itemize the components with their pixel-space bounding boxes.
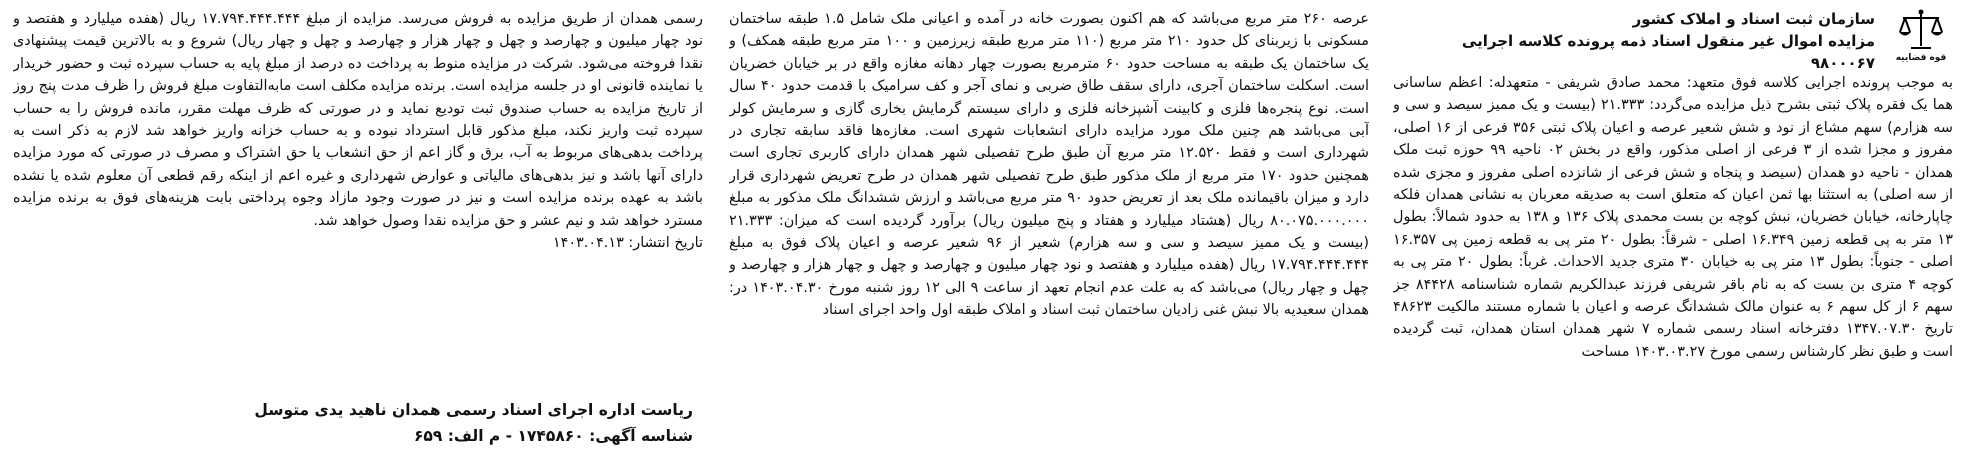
publication-date: تاریخ انتشار: ۱۴۰۳.۰۴.۱۳: [552, 235, 703, 252]
signatory-line: ریاست اداره اجرای اسناد رسمی همدان ناهید یدی متوسل: [254, 401, 693, 419]
emblem-caption: قوه قضاییه: [1895, 53, 1947, 63]
notice-paragraph-3: رسمی همدان از طریق مزایده به فروش می‌رسد. مزایده از مبلغ ۱۷.۷۹۴.۴۴۴.۴۴۴ ریال (هفده میلیارد و هفتصد و نود چهار میلیون و چهارصد و چهل و چهار هزار و چهارصد و چهل و چهار ریال) شروع و به بالاترین قیمت پیشنهادی نقدا فروخته می‌شود. شرکت در مزایده منوط به پرداخت ده درصد از مبلغ پایه به حساب سپرده ثبت و حضور خریدار یا نماینده قانونی او در جلسه مزایده است. برنده مزایده مکلف است مابه‌التفاوت مبلغ فروش را ظرف مدت پنج روز از تاریخ مزایده به حساب صندوق ثبت تودیع نماید و در صورتی که ظرف مهلت مقرر، مانده فروش را به حساب سپرده ثبت واریز نکند، مبلغ مذکور قابل استرداد نبوده و به حساب خزانه واریز خواهد شد لازم به ذکر است به پرداخت بدهی‌های مربوط به آب، برق و گاز اعم از حق انشعاب یا حق اشتراک و مصرف در صورتی که مورد مزایده دارای آنها باشد و نیز بدهی‌های مالیاتی و عوارض شهرداری و غیره اعم از اینکه رقم قطعی آن معلوم شده یا نشده باشد به عهده برنده مزایده است و نیز در صورت وجود مازاد وجوه پرداختی بابت هزینه‌های فوق به برنده مزایده مسترد خواهد شد و نیم عشر و حق مزایده نقدا وصول خواهد شد.: [13, 11, 703, 229]
notice-paragraph-2: عرصه ۲۶۰ متر مربع می‌باشد که هم اکنون بصورت خانه در آمده و اعیانی ملک شامل ۱.۵ طبقه ساختمان مسکونی با زیربنای کل حدود ۲۱۰ متر مربع (۱۱۰ متر مربع طبقه زیرزمین و ۱۰۰ متر مربع طبقه همکف) و یک ساختمان یک طبقه به مساحت حدود ۶۰ مترمربع بصورت چهار دهانه مغازه واقع در بر خیابان خضریان است. اسکلت ساختمان آجری، دارای سقف طاق ضربی و نمای آجر و کف سرامیک با قدمت حدود ۴۰ سال است. نوع پنجره‌ها فلزی و کابینت آشپزخانه فلزی و دارای سیستم گرمایش بخاری گازی و سرمایش کولر آبی می‌باشد هم چنین ملک مورد مزایده دارای انشعابات شهری است. مغازه‌ها فاقد سابقه تجاری در شهرداری است و فقط ۱۲.۵۲۰ متر مربع آن طبق طرح تفصیلی شهر همدان دارای کاربری تجاری است همچنین حدود ۱۷۰ متر مربع از ملک مذکور طبق طرح تفصیلی شهر همدان در طرح تعریض شهرداری قرار دارد و میزان باقیمانده ملک بعد از تعریض حدود ۹۰ متر مربع می‌باشد و ارزش ششدانگ ملک مذکور به مبلغ ۸۰.۰۷۵.۰۰۰.۰۰۰ ریال (هشتاد میلیارد و هفتاد و پنج میلیون ریال) برآورد گردیده است که میزان: ۲۱.۳۳۳ (بیست و یک ممیز سیصد و سی و سه هزارم) شعیر از ۹۶ شعیر عرصه و اعیان پلاک فوق به مبلغ ۱۷.۷۹۴.۴۴۴.۴۴۴ ریال (هفده میلیارد و هفتصد و نود چهار میلیون و چهارصد و چهل و چهار هزار و چهارصد و چهل و چهار ریال) می‌باشد که به علت عدم انجام تعهد از ساعت ۹ الی ۱۲ روز شنبه مورخ ۱۴۰۳.۰۴.۳۰ در: همدان سعیدیه بالا نبش غنی زادیان ساختمان ثبت اسناد و املاک طبقه اول واحد اجرای اسناد: [729, 11, 1369, 319]
notice-paragraph-1: به موجب پرونده اجرایی کلاسه فوق متعهد: محمد صادق شریفی - متعهدله: اعظم ساسانی هما یک فقره پلاک ثبتی بشرح ذیل مزایده می‌گردد: ۲۱.۳۳۳ (بیست و یک ممیز سیصد و سی و سه هزارم) سهم مشاع از نود و شش شعیر عرصه و اعیان پلاک ثبتی ۳۵۶ فرعی از ۱۶ اصلی، مفروز و مجزا شده از ۳ فرعی از اصلی مذکور، واقع در بخش ۰۲ ناحیه ۹۹ حوزه ثبت ملک همدان - ناحیه دو همدان (سیصد و پنجاه و شش فرعی از شانزده اصلی مفروز و مجزی شده از سه اصلی) به استثنا بها ثمن اعیان که متعلق است به صدیقه معربان به نشانی همدان فلکه چاپارخانه، خیابان خضریان، نبش کوچه بن بست محمدی پلاک ۱۳۶ و ۱۳۸ به حدود شمالاً: بطول ۱۳ متر به پی قطعه زمین ۱۶.۳۴۹ اصلی - شرقاً: بطول ۲۰ متر پی به قطعه زمین پی ۱۶.۳۵۷ اصلی - جنوباً: بطول ۱۳ متر پی به خیابان ۳۰ متری جدید الاحداث. غرباً: بطول ۲۰ متر پی به کوچه ۴ متری بن بست که به نام باقر شریفی فرزند عبدالکریم شماره شناسنامه ۸۴۴۲۸ جز سهم ۶ از کل سهم ۶ به عنوان مالک ششدانگ عرصه و اعیان با شماره مستند مالکیت ۴۸۶۲۳ تاریخ ۱۳۴۷.۰۷.۳۰ دفترخانه اسناد رسمی شماره ۷ شهر همدان استان همدان، ثبت گردیده است و طبق نظر کارشناس رسمی مورخ ۱۴۰۳.۰۳.۲۷ مساحت: [1393, 75, 1953, 360]
scales-of-justice-icon: [1897, 8, 1945, 52]
signature-block: [53, 397, 693, 449]
notice-column-2: [729, 8, 1369, 463]
organization-title: سازمان ثبت اسناد و املاک کشور: [1632, 10, 1875, 28]
notice-header: [1393, 8, 1953, 72]
notice-id-line: شناسه آگهی: ۱۷۴۵۸۶۰ - م الف: ۶۵۹: [413, 427, 693, 445]
judiciary-emblem: [1889, 8, 1953, 72]
auction-subject: مزایده اموال غیر منقول اسناد ذمه پرونده کلاسه اجرایی ۹۸۰۰۰۶۷: [1461, 32, 1875, 72]
notice-column-3: [13, 8, 703, 463]
notice-column-1: [1393, 8, 1953, 463]
